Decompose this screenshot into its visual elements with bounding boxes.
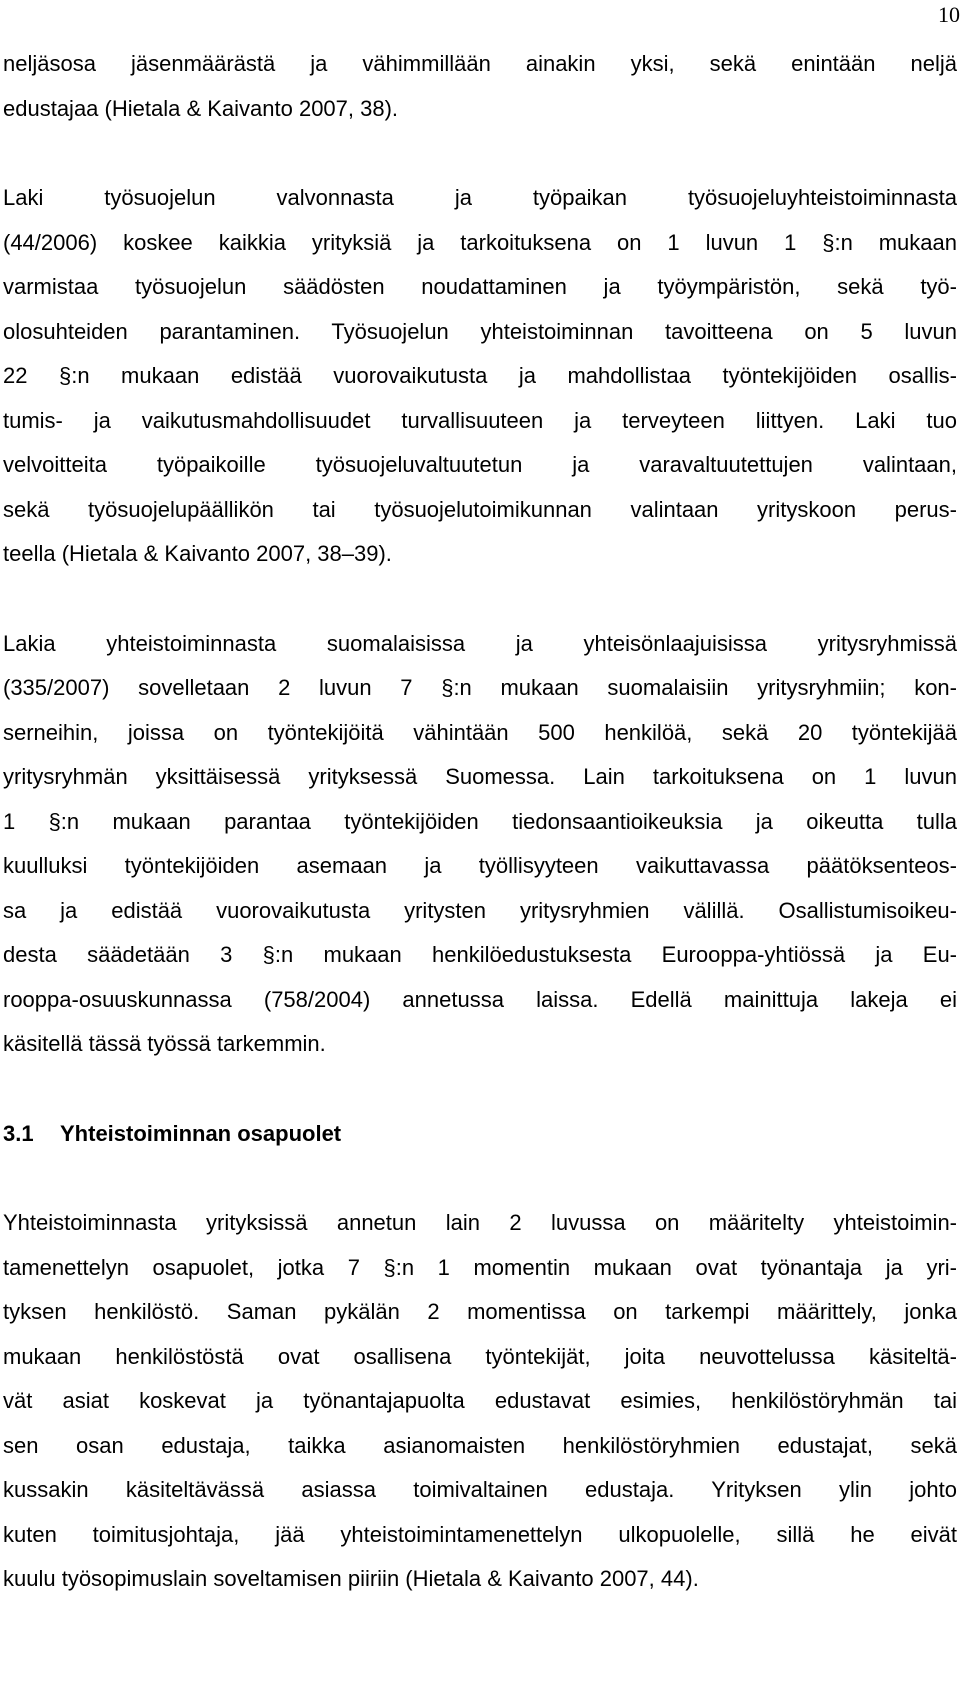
text-line: Yhteistoiminnasta yrityksissä annetun lain 2 luvussa on määritelty yhteistoimin- bbox=[3, 1210, 957, 1235]
text-line: yritysryhmän yksittäisessä yrityksessä Suomessa. Lain tarkoituksena on 1 luvun bbox=[3, 764, 957, 789]
text-line: velvoitteita työpaikoille työsuojeluvaltuutetun ja varavaltuutettujen valintaan, bbox=[3, 452, 957, 477]
text-line: vät asiat koskevat ja työnantajapuolta edustavat esimies, henkilöstöryhmän tai bbox=[3, 1388, 957, 1413]
text-line: kuten toimitusjohtaja, jää yhteistoimintamenettelyn ulkopuolelle, sillä he eivät bbox=[3, 1521, 957, 1547]
text-line: tumis- ja vaikutusmahdollisuudet turvallisuuteen ja terveyteen liittyen. Laki tuo bbox=[3, 407, 957, 433]
text-line: käsitellä tässä työssä tarkemmin. bbox=[3, 1031, 326, 1056]
text-line: sa ja edistää vuorovaikutusta yritysten yritysryhmien välillä. Osallistumisoikeu- bbox=[3, 897, 957, 923]
text-line: 22 §:n mukaan edistää vuorovaikutusta ja mahdollistaa työntekijöiden osallis- bbox=[3, 363, 957, 388]
text-line: edustajaa (Hietala & Kaivanto 2007, 38). bbox=[3, 95, 399, 121]
text-line: rooppa-osuuskunnassa (758/2004) annetussa laissa. Edellä mainittuja lakeja ei bbox=[3, 986, 957, 1012]
paragraph bbox=[3, 42, 957, 131]
paragraph bbox=[3, 1201, 957, 1602]
paragraph bbox=[3, 622, 957, 1067]
text-line: 1 §:n mukaan parantaa työntekijöiden tiedonsaantioikeuksia ja oikeutta tulla bbox=[3, 808, 957, 834]
paragraph bbox=[3, 176, 957, 577]
text-line: olosuhteiden parantaminen. Työsuojelun yhteistoiminnan tavoitteena on 5 luvun bbox=[3, 318, 957, 344]
text-line: teella (Hietala & Kaivanto 2007, 38–39). bbox=[3, 541, 392, 566]
page-number: 10 bbox=[938, 2, 960, 27]
section-heading bbox=[3, 1112, 957, 1157]
text-line: kuulu työsopimuslain soveltamisen piiriin (Hietala & Kaivanto 2007, 44). bbox=[3, 1566, 699, 1591]
text-line: kuulluksi työntekijöiden asemaan ja työllisyyteen vaikuttavassa päätöksenteos- bbox=[3, 853, 957, 878]
text-line: (44/2006) koskee kaikkia yrityksiä ja tarkoituksena on 1 luvun 1 §:n mukaan bbox=[3, 229, 957, 255]
text-line: tyksen henkilöstö. Saman pykälän 2 momentissa on tarkempi määrittely, jonka bbox=[3, 1299, 957, 1324]
text-line: neljäsosa jäsenmäärästä ja vähimmillään ainakin yksi, sekä enintään neljä bbox=[3, 51, 957, 76]
text-line: tamenettelyn osapuolet, jotka 7 §:n 1 momentin mukaan ovat työnantaja ja yri- bbox=[3, 1254, 957, 1280]
text-line: Lakia yhteistoiminnasta suomalaisissa ja yhteisönlaajuisissa yritysryhmissä bbox=[3, 630, 957, 656]
text-line: sekä työsuojelupäällikön tai työsuojelutoimikunnan valintaan yrityskoon perus- bbox=[3, 496, 957, 522]
text-line: desta säädetään 3 §:n mukaan henkilöedustuksesta Eurooppa-yhtiössä ja Eu- bbox=[3, 942, 957, 967]
section-title: Yhteistoiminnan osapuolet bbox=[60, 1120, 342, 1146]
text-line: Laki työsuojelun valvonnasta ja työpaikan työsuojeluyhteistoiminnasta bbox=[3, 185, 957, 210]
section-number: 3.1 bbox=[3, 1120, 34, 1146]
text-line: serneihin, joissa on työntekijöitä vähintään 500 henkilöä, sekä 20 työntekijää bbox=[3, 719, 957, 745]
text-line: kussakin käsiteltävässä asiassa toimivaltainen edustaja. Yrityksen ylin johto bbox=[3, 1477, 957, 1502]
text-line: varmistaa työsuojelun säädösten noudattaminen ja työympäristön, sekä työ- bbox=[3, 274, 957, 299]
document-body bbox=[3, 42, 957, 1602]
text-line: mukaan henkilöstöstä ovat osallisena työntekijät, joita neuvottelussa käsiteltä- bbox=[3, 1343, 957, 1369]
text-line: sen osan edustaja, taikka asianomaisten henkilöstöryhmien edustajat, sekä bbox=[3, 1432, 957, 1458]
text-line: (335/2007) sovelletaan 2 luvun 7 §:n mukaan suomalaisiin yritysryhmiin; kon- bbox=[3, 675, 957, 700]
